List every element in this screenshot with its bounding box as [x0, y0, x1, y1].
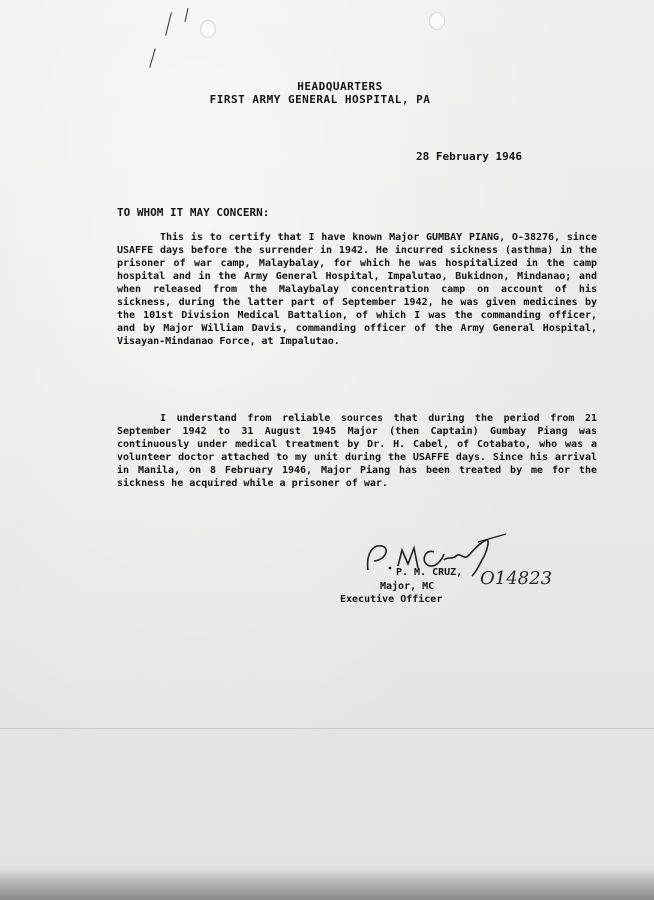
pen-mark [185, 8, 189, 22]
punch-hole-left [200, 20, 216, 38]
fold-line [0, 728, 654, 729]
signer-rank: Major, MC [380, 581, 435, 592]
letterhead-hospital: FIRST ARMY GENERAL HOSPITAL, PA [209, 93, 431, 106]
paragraph-text: I understand from reliable sources that during the period from 21 September 1942 to 31 August 1945 Major (then Captain) Gumbay Piang was continuously under medical treatment by Dr. H. Cabel, of Cotabato, who was a volunteer doctor attached to my unit during the USAFFE days. Since his arrival in Manila, on 8 February 1946, Major Piang has been treated by me for the sickness he acquired while a prisoner of war. [117, 413, 597, 489]
signer-title: Executive Officer [340, 594, 443, 605]
salutation: TO WHOM IT MAY CONCERN: [117, 206, 270, 219]
letter-date: 28 February 1946 [416, 150, 522, 163]
pen-mark [149, 48, 155, 68]
paragraph-certification [117, 231, 597, 348]
punch-hole-right [429, 12, 445, 30]
signer-name: P. M. CRUZ, [396, 567, 463, 578]
torn-bottom-edge [0, 868, 654, 900]
paragraph-treatment [117, 412, 597, 490]
handwritten-serial-number: O14823 [480, 568, 553, 589]
paragraph-text: This is to certify that I have known Major GUMBAY PIANG, O-38276, since USAFFE days before the surrender in 1942. He incurred sickness (asthma) in the prisoner of war camp, Malaybalay, for which he was hospitalized in the camp hospital and in the Army General Hospital, Impalutao, Bukidnon, Mindanao; and when released from the Malaybalay concentration camp on account of his sickness, during the latter part of September 1942, he was given medicines by the 101st Division Medical Battalion, of which I was the commanding officer, and by Major William Davis, commanding officer of the Army General Hospital, Visayan-Mindanao Force, at Impalutao. [117, 232, 597, 347]
letterhead-headquarters: HEADQUARTERS [297, 80, 383, 93]
pen-mark [165, 12, 172, 36]
